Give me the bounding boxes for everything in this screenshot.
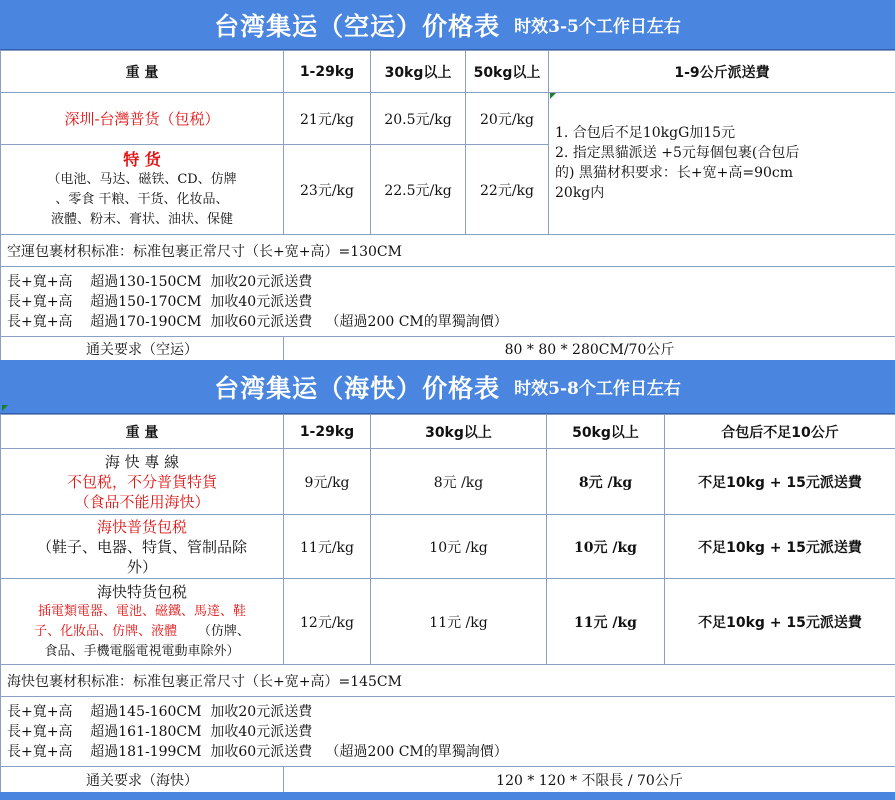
sea-row-general-note: 不足10kg + 15元派送費	[665, 515, 895, 579]
sea-price-table	[0, 414, 895, 793]
air-row-general-label: 深圳-台灣普货（包税）	[1, 93, 284, 145]
air-note-line: 20kg内	[555, 185, 605, 201]
sea-row-special-p3: 11元 /kg	[547, 579, 665, 665]
sea-row-express	[1, 449, 895, 515]
cell-comment-marker	[550, 93, 556, 99]
sea-header-30: 30kg以上	[371, 415, 547, 449]
air-note-line: 1. 合包后不足10kgG加15元	[555, 125, 736, 141]
sea-row-special-note: 不足10kg + 15元派送費	[665, 579, 895, 665]
sea-row-express-label	[1, 449, 284, 515]
air-title-bar	[0, 0, 895, 50]
sea-title: 台湾集运（海快）价格表	[214, 373, 501, 403]
sea-row-general-p2: 10元 /kg	[371, 515, 547, 579]
air-subtitle: 时效3-5个工作日左右	[514, 17, 681, 37]
air-volume-standard: 空運包裹材积标准：标准包裹正常尺寸（长+宽+高）=130CM	[1, 235, 895, 267]
air-header-delivery: 1-9公斤派送費	[549, 51, 895, 93]
air-note-line: 2. 指定黑貓派送 +5元每個包裹(合包后	[555, 145, 800, 161]
sea-customs-row	[1, 767, 895, 793]
sea-special-line2	[1, 622, 283, 642]
sea-surcharge-line: 長+寬+高 超過145-160CM 加收20元派送費	[7, 703, 313, 720]
air-row-special-p2: 22.5元/kg	[371, 145, 466, 235]
air-surcharge-line: 長+寬+高 超過170-190CM 加收60元派送費 （超過200 CM的單獨詢價）	[7, 313, 508, 330]
sea-express-red1: 不包税，不分普貨特貨	[66, 472, 217, 491]
air-customs-value: 80 * 80 * 280CM/70公斤	[284, 337, 895, 361]
sea-row-express-p2: 8元 /kg	[371, 449, 547, 515]
air-row-special-label	[1, 145, 284, 235]
air-header-1-29: 1-29kg	[284, 51, 371, 93]
air-header-weight: 重 量	[1, 51, 284, 93]
air-delivery-notes	[549, 93, 895, 235]
air-row-general-p1: 21元/kg	[284, 93, 371, 145]
sea-row-general-label	[1, 515, 284, 579]
sea-row-general	[1, 515, 895, 579]
air-volume-row	[1, 235, 895, 267]
air-header-50: 50kg以上	[466, 51, 549, 93]
sea-row-special-p1: 12元/kg	[284, 579, 371, 665]
air-special-line: （电池、马达、磁铁、CD、仿牌	[47, 171, 237, 187]
air-customs-label: 通关要求（空运）	[1, 337, 284, 361]
sea-row-general-p3: 10元 /kg	[547, 515, 665, 579]
sea-header-50: 50kg以上	[547, 415, 665, 449]
air-row-general-p3: 20元/kg	[466, 93, 549, 145]
sea-surcharge-row	[1, 697, 895, 767]
air-note-line: 的) 黑猫材积要求：长+宽+高=90cm	[555, 165, 794, 181]
bottom-strip	[0, 792, 895, 800]
air-row-special-p3: 22元/kg	[466, 145, 549, 235]
sea-surcharge-line: 長+寬+高 超過181-199CM 加收60元派送費 （超過200 CM的單獨詢價）	[7, 743, 508, 760]
cell-comment-marker	[2, 405, 8, 411]
air-special-line: 、零食 干粮、干货、化妆品、	[55, 191, 229, 207]
sea-special-title: 海快特货包税	[96, 582, 187, 601]
air-header-30: 30kg以上	[371, 51, 466, 93]
sea-header-weight: 重 量	[1, 415, 284, 449]
sea-row-special-label	[1, 579, 284, 665]
air-row-special-p1: 23元/kg	[284, 145, 371, 235]
air-special-title: 特 货	[123, 149, 161, 169]
sea-header-row	[1, 415, 895, 449]
air-price-table	[0, 50, 895, 361]
sea-special-red1: 插電類電器、電池、磁鐵、馬達、鞋	[37, 603, 246, 619]
sea-volume-standard: 海快包裹材积标准：标准包裹正常尺寸（长+宽+高）=145CM	[1, 665, 895, 697]
sea-row-express-p1: 9元/kg	[284, 449, 371, 515]
air-surcharges	[1, 267, 895, 337]
sea-row-express-note: 不足10kg + 15元派送費	[665, 449, 895, 515]
sea-title-bar	[0, 360, 895, 414]
sea-row-general-p1: 11元/kg	[284, 515, 371, 579]
sea-subtitle: 时效5-8个工作日左右	[514, 379, 681, 399]
air-surcharge-row	[1, 267, 895, 337]
sea-header-1-29: 1-29kg	[284, 415, 371, 449]
sea-row-special-p2: 11元 /kg	[371, 579, 547, 665]
air-header-row	[1, 51, 895, 93]
sea-special-line3: 食品、手機電腦電視電動車除外）	[44, 643, 240, 659]
sea-surcharges	[1, 697, 895, 767]
air-customs-row	[1, 337, 895, 361]
air-surcharge-line: 長+寬+高 超過150-170CM 加收40元派送費	[7, 293, 313, 310]
sea-row-express-p3: 8元 /kg	[547, 449, 665, 515]
sea-row-special	[1, 579, 895, 665]
sea-special-red2: 子、化妝品、仿牌、液體	[34, 623, 178, 639]
sea-customs-label: 通关要求（海快）	[1, 767, 284, 793]
air-surcharge-line: 長+寬+高 超過130-150CM 加收20元派送費	[7, 273, 313, 290]
sea-general-line: 外）	[126, 557, 157, 576]
sea-header-note: 合包后不足10公斤	[665, 415, 895, 449]
air-row-general	[1, 93, 895, 145]
sea-general-line: （鞋子、电器、特貨、管制品除	[36, 537, 247, 556]
sea-surcharge-line: 長+寬+高 超過161-180CM 加收40元派送費	[7, 723, 313, 740]
sea-special-black2: （仿牌、	[197, 623, 250, 639]
sea-general-title: 海快普货包税	[96, 517, 187, 536]
sea-volume-row	[1, 665, 895, 697]
air-title: 台湾集运（空运）价格表	[214, 11, 501, 41]
sea-express-title: 海 快 專 線	[104, 452, 180, 471]
sea-express-red2: （食品不能用海快）	[74, 492, 210, 511]
air-row-general-p2: 20.5元/kg	[371, 93, 466, 145]
air-special-line: 液體、粉末、膏状、油状、保健	[50, 211, 233, 227]
sea-customs-value: 120 * 120 * 不限長 / 70公斤	[284, 767, 895, 793]
